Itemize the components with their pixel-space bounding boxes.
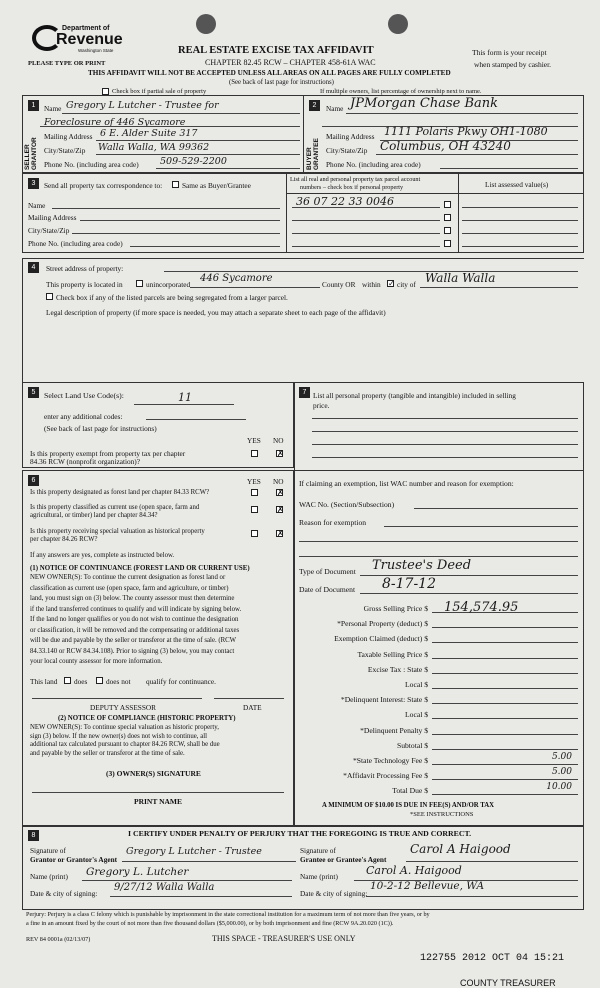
fee-label: *Affidavit Processing Fee $ (343, 771, 428, 781)
seller-phone-label: Phone No. (including area code) (44, 160, 139, 169)
fee-value[interactable]: 5.00 (551, 767, 572, 778)
fee-value[interactable]: 154,574.95 (444, 600, 519, 615)
buyer-city[interactable]: Columbus, OH 43240 (380, 139, 511, 153)
grantor-signature[interactable]: Gregory L Lutcher - Trustee (126, 846, 262, 857)
doc-type-label: Type of Document (299, 567, 356, 576)
seller-city-label: City/State/Zip (44, 146, 86, 155)
grantor-date-city[interactable]: 9/27/12 Walla Walla (114, 882, 215, 893)
does-label: does (74, 677, 88, 686)
additional-codes-label: enter any additional codes: (44, 412, 123, 421)
grantor-name-label: Name (print) (30, 872, 68, 881)
within-label: within (362, 280, 381, 289)
does-not-label: does not (106, 677, 131, 686)
section-7-number: 7 (299, 387, 310, 398)
doc-type[interactable]: Trustee's Deed (372, 558, 472, 573)
section-6-number: 6 (28, 475, 39, 486)
seller-name-label: Name (44, 104, 62, 113)
buyer-name-label: Name (326, 104, 344, 113)
forest-yes-checkbox[interactable] (251, 489, 258, 496)
unincorporated-checkbox[interactable] (136, 280, 143, 287)
perjury-line-1: Perjury: Perjury is a class C felony which is punishable by imprisonment in the state correctional institution for a maximum term of not more than five years, or by (26, 911, 430, 918)
personal-property-label: List all personal property (tangible and intangible) included in selling (313, 391, 516, 400)
see-back: (See back of last page for instructions) (229, 79, 334, 86)
continuance-line: or classification, it will be removed and the compensating or additional taxes (30, 626, 240, 634)
continuance-line: will be due and payable by the seller or transferor at the time of sale. (RCW (30, 637, 237, 644)
parcel-4-personal-checkbox[interactable] (444, 240, 451, 247)
owner-signature-label: (3) OWNER(S) SIGNATURE (106, 769, 201, 778)
parcels-header-1: List all real and personal property tax parcel account (290, 176, 421, 183)
grantor-name-print[interactable]: Gregory L. Lutcher (86, 866, 189, 878)
property-city[interactable]: Walla Walla (425, 271, 496, 285)
sec5-yes-header: YES (247, 436, 261, 445)
corr-name-label: Name (28, 201, 46, 210)
land-use-label: Select Land Use Code(s): (44, 391, 124, 400)
compliance-line: and payable by the seller or transferor at the time of sale. (30, 749, 185, 757)
continuance-line: NEW OWNER(S): To continue the current designation as forest land or (30, 574, 226, 581)
grantor-date-label: Date & city of signing: (30, 889, 98, 898)
parcel-1-personal-checkbox[interactable] (444, 201, 451, 208)
type-print: PLEASE TYPE OR PRINT (28, 60, 106, 67)
continuance-line: classification as current use (open space, farm and agriculture, or timber) (30, 584, 229, 592)
current-use-question-2: agricultural, or timber) land per chapter 84.34? (30, 512, 158, 519)
historic-yes-checkbox[interactable] (251, 530, 258, 537)
corr-city-label: City/State/Zip (28, 226, 70, 235)
multiple-owners-note: If multiple owners, list percentage of ownership next to name. (320, 88, 482, 95)
warning-line: THIS AFFIDAVIT WILL NOT BE ACCEPTED UNLESS ALL AREAS ON ALL PAGES ARE FULLY COMPLETED (88, 69, 451, 77)
parcels-header-2: numbers – check box if personal property (300, 184, 404, 191)
treasurer-space: THIS SPACE - TREASURER'S USE ONLY (212, 934, 356, 943)
section-4 (22, 258, 584, 382)
section-3-number: 3 (28, 178, 39, 189)
seller-name-line2[interactable]: Foreclosure of 446 Sycamore (44, 117, 186, 128)
fee-label: Exemption Claimed (deduct) $ (334, 634, 428, 644)
section-4-number: 4 (28, 262, 39, 273)
sec6-no-header: NO (273, 477, 284, 486)
forest-land-question: Is this property designated as forest land per chapter 84.33 RCW? (30, 489, 210, 496)
seller-city[interactable]: Walla Walla, WA 99362 (98, 142, 210, 153)
doc-date-label: Date of Document (299, 585, 356, 594)
punch-hole-right (388, 14, 408, 34)
send-correspondence-label: Send all property tax correspondence to: (44, 181, 163, 190)
section-5-number: 5 (28, 387, 39, 398)
compliance-line: additional tax calculated pursuant to chapter 84.26 RCW, shall be due (30, 741, 220, 748)
buyer-city-label: City/State/Zip (326, 146, 368, 155)
fee-label: *Delinquent Penalty $ (360, 725, 428, 735)
see-instructions: *SEE INSTRUCTIONS (410, 811, 474, 818)
historic-question-2: per chapter 84.26 RCW? (30, 536, 98, 543)
claim-exemption-label: If claiming an exemption, list WAC number and reason for exemption: (299, 479, 514, 488)
historic-question-1: Is this property receiving special valuation as historical property (30, 528, 205, 535)
fee-label: Local $ (405, 710, 428, 720)
cashier-stamp: 122755 2012 OCT 04 15:21 (420, 953, 565, 964)
sec5-no-header: NO (273, 436, 284, 445)
within-city-checkbox[interactable]: ✓ (388, 279, 395, 288)
minimum-fee-note: A MINIMUM OF $10.00 IS DUE IN FEE(S) AND/OR TAX (322, 802, 495, 809)
fee-label: Subtotal $ (396, 740, 428, 750)
seller-name[interactable]: Gregory L Lutcher - Trustee for (66, 100, 219, 111)
current-use-no-checkbox[interactable]: ✗ (277, 505, 284, 514)
if-yes-instruction: If any answers are yes, complete as instructed below. (30, 552, 175, 559)
buyer-side-label: BUYER GRANTEE (306, 138, 320, 170)
continuance-line: land, you must sign on (3) below. The county assessor must then determine (30, 595, 235, 602)
form-chapter: CHAPTER 82.45 RCW – CHAPTER 458-61A WAC (205, 58, 376, 67)
continuance-line: If the land no longer qualifies or you do not wish to continue the designation (30, 616, 239, 623)
buyer-phone-label: Phone No. (including area code) (326, 160, 421, 169)
buyer-mail[interactable]: 1111 Polaris Pkwy OH1-1080 (384, 125, 548, 138)
fee-value[interactable]: 5.00 (551, 752, 572, 762)
receipt-line2: when stamped by cashier. (474, 60, 552, 69)
buyer-name[interactable]: JPMorgan Chase Bank (350, 96, 499, 111)
historic-no-checkbox[interactable]: ✗ (277, 529, 284, 538)
form-title: REAL ESTATE EXCISE TAX AFFIDAVIT (178, 45, 374, 56)
grantor-agent-label: Grantor or Grantor's Agent (30, 855, 118, 864)
same-as-buyer-label: Same as Buyer/Grantee (182, 181, 251, 190)
receipt-line1: This form is your receipt (472, 48, 547, 57)
current-use-yes-checkbox[interactable] (251, 506, 258, 513)
fee-label: *Delinquent Interest: State $ (340, 695, 428, 705)
does-checkbox[interactable] (64, 677, 71, 684)
wac-label: WAC No. (Section/Subsection) (299, 500, 395, 509)
section-1-number: 1 (28, 100, 39, 111)
land-use-code[interactable]: 11 (178, 391, 192, 404)
compliance-line: sign (3) below. If the new owner(s) does not wish to continue, all (30, 732, 207, 740)
partial-sale-checkbox[interactable] (102, 88, 109, 95)
same-as-buyer-checkbox[interactable] (172, 181, 179, 188)
exempt-question-1: Is this property exempt from property tax per chapter (30, 449, 186, 458)
dept-line1: Department of (62, 25, 110, 32)
parcel-2-personal-checkbox[interactable] (444, 214, 451, 221)
exempt-no-checkbox[interactable]: ✗ (277, 449, 284, 458)
segregated-label: Check box if any of the listed parcels are being segregated from a larger parcel. (56, 293, 288, 302)
street-address-label: Street address of property: (46, 264, 124, 273)
fee-label: Excise Tax : State $ (367, 664, 428, 674)
continuance-title: (1) NOTICE OF CONTINUANCE (FOREST LAND OR CURRENT USE) (30, 565, 250, 572)
certify-statement: I CERTIFY UNDER PENALTY OF PERJURY THAT THE FOREGOING IS TRUE AND CORRECT. (128, 829, 472, 838)
form-revision: REV 84 0001a (02/13/07) (26, 936, 91, 943)
qualify-label: qualify for continuance. (146, 677, 216, 686)
parcel-3-personal-checkbox[interactable] (444, 227, 451, 234)
assessed-values-header: List assessed value(s) (485, 180, 549, 189)
grantee-sig-of-label: Signature of (300, 846, 336, 855)
parcel-number[interactable]: 36 07 22 33 0046 (296, 195, 394, 208)
fee-label: Gross Selling Price $ (363, 604, 428, 613)
print-name-label: PRINT NAME (134, 797, 182, 806)
section-8-number: 8 (28, 830, 39, 841)
fee-label: Total Due $ (392, 786, 428, 796)
corr-mail-label: Mailing Address (28, 213, 77, 222)
current-use-question-1: Is this property classified as current use (open space, farm and (30, 504, 200, 511)
exempt-question-2: 84.36 RCW (nonprofit organization)? (30, 457, 140, 466)
fee-label: *State Technology Fee $ (352, 756, 428, 765)
county-treasurer-stamp: COUNTY TREASURER (460, 978, 556, 988)
deputy-date-label: DATE (243, 703, 262, 712)
grantor-sig-of-label: Signature of (30, 846, 66, 855)
perjury-line-2: a fine in an amount fixed by the court of not more than five thousand dollars ($5,000.00), or by both imprisonment and fine (RCW 9A.20.020 (1C)). (26, 920, 394, 927)
dept-line2: Revenue (56, 31, 123, 48)
grantee-name-label: Name (print) (300, 872, 338, 881)
continuance-line: 84.33.140 or RCW 84.34.108). Prior to signing (3) below, you may contact (30, 647, 235, 655)
forest-no-checkbox[interactable]: ✗ (277, 488, 284, 497)
fee-label: Taxable Selling Price $ (357, 649, 428, 659)
land-use-see-back: (See back of last page for instructions) (44, 424, 157, 433)
grantee-date-city[interactable]: 10-2-12 Bellevue, WA (370, 880, 485, 892)
compliance-line: NEW OWNER(S): To continue special valuation as historic property, (30, 724, 219, 731)
personal-property-label-2: price. (313, 401, 330, 410)
city-of-label: city of (397, 280, 416, 289)
seller-side-label: SELLER GRANTOR (24, 137, 38, 170)
fee-label: *Personal Property (deduct) $ (337, 619, 428, 629)
buyer-mail-label: Mailing Address (326, 132, 375, 141)
grantee-signature[interactable]: Carol A Haigood (410, 842, 511, 856)
reason-label: Reason for exemption (299, 518, 367, 527)
legal-description-label: Legal description of property (if more space is needed, you may attach a separate sheet to each page of the affidavit) (46, 308, 386, 317)
doc-date[interactable]: 8-17-12 (382, 576, 436, 592)
grantee-name-print[interactable]: Carol A. Haigood (366, 864, 462, 877)
compliance-title: (2) NOTICE OF COMPLIANCE (HISTORIC PROPERTY) (58, 715, 236, 722)
does-not-checkbox[interactable] (96, 677, 103, 684)
county-or-label: County OR (322, 280, 356, 289)
deputy-assessor-label: DEPUTY ASSESSOR (90, 703, 157, 712)
fee-label: Local $ (405, 680, 428, 689)
corr-phone-label: Phone No. (including area code) (28, 239, 123, 248)
sec6-yes-header: YES (247, 477, 261, 486)
seller-mail-label: Mailing Address (44, 132, 93, 141)
property-street[interactable]: 446 Sycamore (200, 273, 273, 284)
located-in-label: This property is located in (46, 280, 123, 289)
grantee-date-label: Date & city of signing: (300, 889, 368, 898)
continuance-line: if the land transferred continues to qualify and will indicate by signing below. (30, 605, 242, 613)
partial-sale-label: Check box if partial sale of property (112, 88, 207, 95)
punch-hole-left (196, 14, 216, 34)
seller-phone[interactable]: 509-529-2200 (160, 156, 227, 167)
segregated-checkbox[interactable] (46, 293, 53, 300)
grantee-agent-label: Grantee or Grantee's Agent (300, 855, 387, 864)
unincorporated-label: unincorporated (146, 280, 191, 289)
fee-value[interactable]: 10.00 (546, 782, 572, 793)
exempt-yes-checkbox[interactable] (251, 450, 258, 457)
section-2-number: 2 (309, 100, 320, 111)
seller-mail[interactable]: 6 E. Alder Suite 317 (100, 128, 198, 139)
this-land-label: This land (30, 677, 58, 686)
dept-line3: Washington State (78, 48, 114, 53)
continuance-line: your local county assessor for more information. (30, 658, 163, 665)
